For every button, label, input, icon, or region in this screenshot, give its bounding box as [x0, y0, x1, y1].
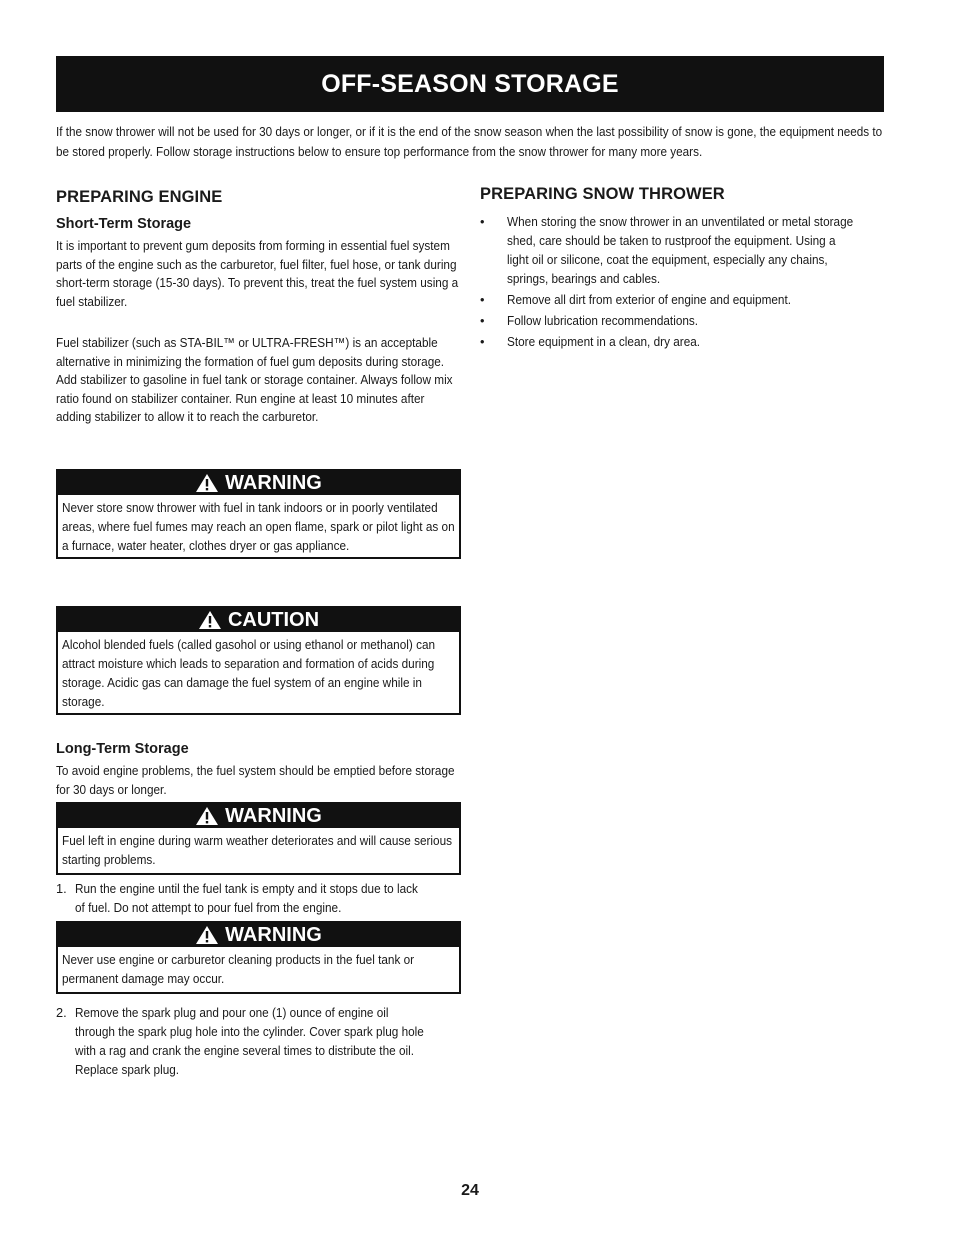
- list-item: • When storing the snow thrower in an unventilated or metal storage shed, care should be taken to rustproof the equipment. Using a light oil or silicone, coat the equipment, especially any chains, springs, bearings and cables.: [480, 214, 854, 286]
- warning-header: [58, 923, 459, 947]
- long-term-heading: Long-Term Storage: [56, 741, 189, 757]
- caution-label: CAUTION: [227, 608, 320, 631]
- short-term-paragraph-2: Fuel stabilizer (such as STA-BIL™ or ULTRA-FRESH™) is an acceptable alternative in minimizing the formation of fuel gum deposits during storage. Add stabilizer to gasoline in fuel tank or storage container. Always follow mix ratio found on stabilizer container. Run engine at least 10 minutes after adding stabilizer to allow it to reach the carburetor.: [56, 335, 453, 425]
- list-item: • Follow lubrication recommendations.: [480, 313, 699, 328]
- warning-box-indoor-storage: [56, 469, 461, 559]
- warning-header: [58, 804, 459, 828]
- step-number: 2.: [56, 1005, 67, 1020]
- intro-paragraph: If the snow thrower will not be used for 30 days or longer, or if it is the end of the snow season when the last possibility of snow is gone, the equipment needs to be stored properly. Follow storage instructions below to ensure top performance from the snow thrower for many more years.: [56, 125, 883, 159]
- bullet-icon: •: [480, 334, 485, 349]
- warning-box-cleaning-products: [56, 921, 461, 994]
- bullet-icon: •: [480, 313, 485, 328]
- warning-triangle-icon: [195, 473, 219, 493]
- step-1: [56, 879, 461, 921]
- page-title: OFF-SEASON STORAGE: [321, 69, 619, 98]
- step-text: Run the engine until the fuel tank is empty and it stops due to lack of fuel. Do not attempt to pour fuel from the engine.: [75, 881, 418, 915]
- right-column: [480, 185, 885, 353]
- warning-label: WARNING: [225, 471, 322, 494]
- warning-text: Never store snow thrower with fuel in tank indoors or in poorly ventilated areas, where fuel fumes may reach an open flame, spark or pilot light as on a furnace, water heater, clothes dryer or gas appliance.: [62, 500, 455, 553]
- warning-header: [58, 471, 459, 495]
- list-item: • Store equipment in a clean, dry area.: [480, 334, 701, 349]
- short-term-paragraph-1: It is important to prevent gum deposits from forming in essential fuel system parts of the engine such as the carburetor, fuel filter, fuel hose, or tank during short-term storage (15-30 days). To prevent this, treat the fuel system using a fuel stabilizer.: [56, 238, 459, 309]
- caution-box-alcohol-fuels: [56, 606, 461, 715]
- warning-triangle-icon: [198, 610, 222, 630]
- page-number: 24: [461, 1182, 479, 1199]
- long-term-paragraph: To avoid engine problems, the fuel system should be emptied before storage for 30 days or longer.: [56, 763, 455, 797]
- step-text: Remove the spark plug and pour one (1) ounce of engine oil through the spark plug hole into the cylinder. Cover spark plug hole with a rag and crank the engine several times to distribute the oil. Replace spark plug.: [75, 1005, 424, 1077]
- preparing-snow-thrower-heading: PREPARING SNOW THROWER: [480, 185, 725, 203]
- warning-triangle-icon: [195, 806, 219, 826]
- warning-text: Fuel left in engine during warm weather deteriorates and will cause serious starting problems.: [62, 833, 453, 867]
- warning-triangle-icon: [195, 925, 219, 945]
- left-column: [56, 188, 461, 1079]
- list-item: • Remove all dirt from exterior of engine and equipment.: [480, 292, 792, 307]
- snow-thrower-bullet-list: [480, 212, 885, 351]
- warning-label: WARNING: [225, 923, 322, 946]
- warning-box-fuel-deteriorates: [56, 802, 461, 875]
- bullet-icon: •: [480, 214, 485, 229]
- warning-label: WARNING: [225, 804, 322, 827]
- warning-text: Never use engine or carburetor cleaning products in the fuel tank or permanent damage may occur.: [62, 952, 415, 986]
- step-2: [56, 1003, 461, 1079]
- short-term-heading: Short-Term Storage: [56, 216, 192, 232]
- preparing-engine-heading: PREPARING ENGINE: [56, 188, 223, 206]
- bullet-icon: •: [480, 292, 485, 307]
- caution-text: Alcohol blended fuels (called gasohol or using ethanol or methanol) can attract moisture which leads to separation and formation of acids during storage. Acidic gas can damage the fuel system of an engine while in storage.: [62, 637, 436, 709]
- page-title-bar: [56, 56, 884, 112]
- step-number: 1.: [56, 881, 67, 896]
- caution-header: [58, 608, 459, 632]
